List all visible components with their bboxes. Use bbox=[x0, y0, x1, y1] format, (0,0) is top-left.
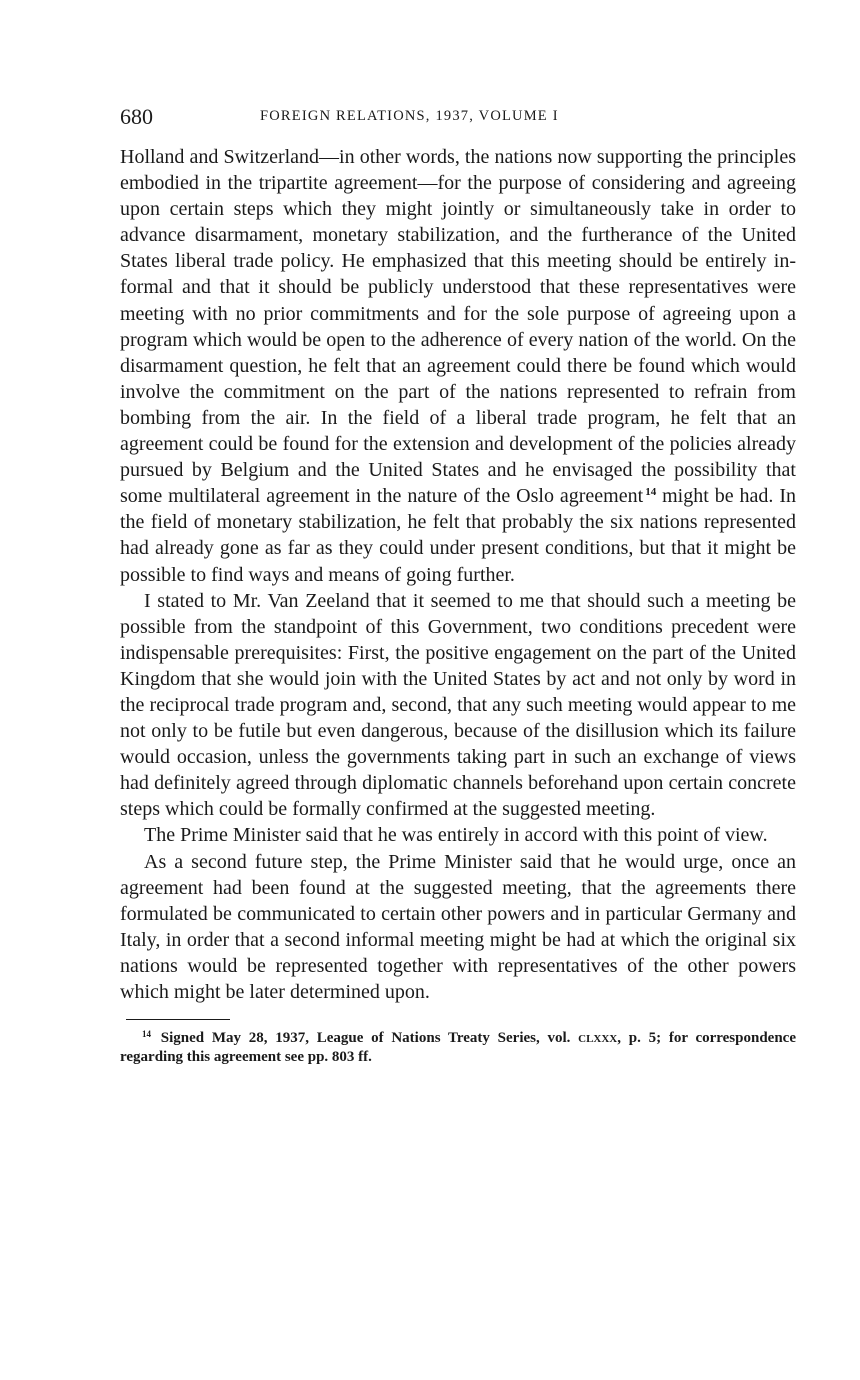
footnote-reference: 14 bbox=[645, 486, 657, 499]
paragraph-2: I stated to Mr. Van Zeeland that it seemed to me that should such a meeting be possible from the standpoint of this Government, two conditions precedent were indispensable prerequisites: First, the positive engagement on the part of the United Kingdom that she would join with the United States by act and not only by word in the reciprocal trade program and, second, that any such meeting would appear to me not only to be futile but even dangerous, because of the disillusion which its failure would occasion, unless the governments taking part in such an exchange of views had definitely agreed through diplomatic channels beforehand upon certain concrete steps which could be formally confirmed at the suggested meeting. bbox=[120, 589, 796, 821]
footnote bbox=[120, 1029, 796, 1067]
paragraph-1-text-a: Holland and Switzerland—in other words, the nations now supporting the principles embodied in the tripartite agreement—for the purpose of considering and agreeing upon certain steps which they might jointly or simultaneously take in order to advance disarmament, monetary stabilization, and the furtherance of the United States liberal trade policy. He emphasized that this meeting should be entirely informal and that it should be publicly understood that these representatives were meeting with no prior commitments and for the sole purpose of agreeing upon a program which would be open to the adherence of every nation of the world. On the disarmament question, he felt that an agreement could there be found which would involve the commitment on the part of the nations represented to refrain from bombing from the air. In the field of a liberal trade program, he felt that an agreement could be found for the extension and development of the policies already pursued by Belgium and the United States and he envisaged the possibility that some multilateral agreement in the nature of the Oslo agreement bbox=[120, 146, 796, 508]
footnote-divider bbox=[126, 1019, 230, 1020]
running-title: FOREIGN RELATIONS, 1937, VOLUME I bbox=[260, 108, 559, 124]
page-number: 680 bbox=[120, 104, 153, 129]
paragraph-4: As a second future step, the Prime Minister said that he would urge, once an agreement had been found at the suggested meeting, that the agreements there formulated be communicated to certain other powers and in particular Germany and Italy, in order that a second informal meeting might be had at which the original six nations would be represented together with representatives of the other powers which might be later determined upon. bbox=[120, 850, 796, 1003]
paragraph-1 bbox=[120, 144, 796, 588]
footnote-volume: clxxx bbox=[578, 1030, 618, 1047]
running-head bbox=[120, 100, 796, 134]
paragraph-3: The Prime Minister said that he was entirely in accord with this point of view. bbox=[144, 824, 768, 847]
body-text bbox=[120, 144, 796, 1005]
footnote-text-b: , p. 5; for correspondence regarding this agreement see pp. 803 ff. bbox=[120, 1030, 796, 1066]
document-page bbox=[120, 100, 796, 1067]
paragraph-1-text-b: might be had. In the field of monetary stabilization, he felt that probably the six nations represented had already gone as far as they could under present conditions, but that it might be possible to find ways and means of going further. bbox=[120, 485, 796, 586]
footnote-text-a: Signed May 28, 1937, League of Nations Treaty Series, vol. bbox=[153, 1030, 579, 1047]
footnote-marker: 14 bbox=[142, 1029, 151, 1040]
